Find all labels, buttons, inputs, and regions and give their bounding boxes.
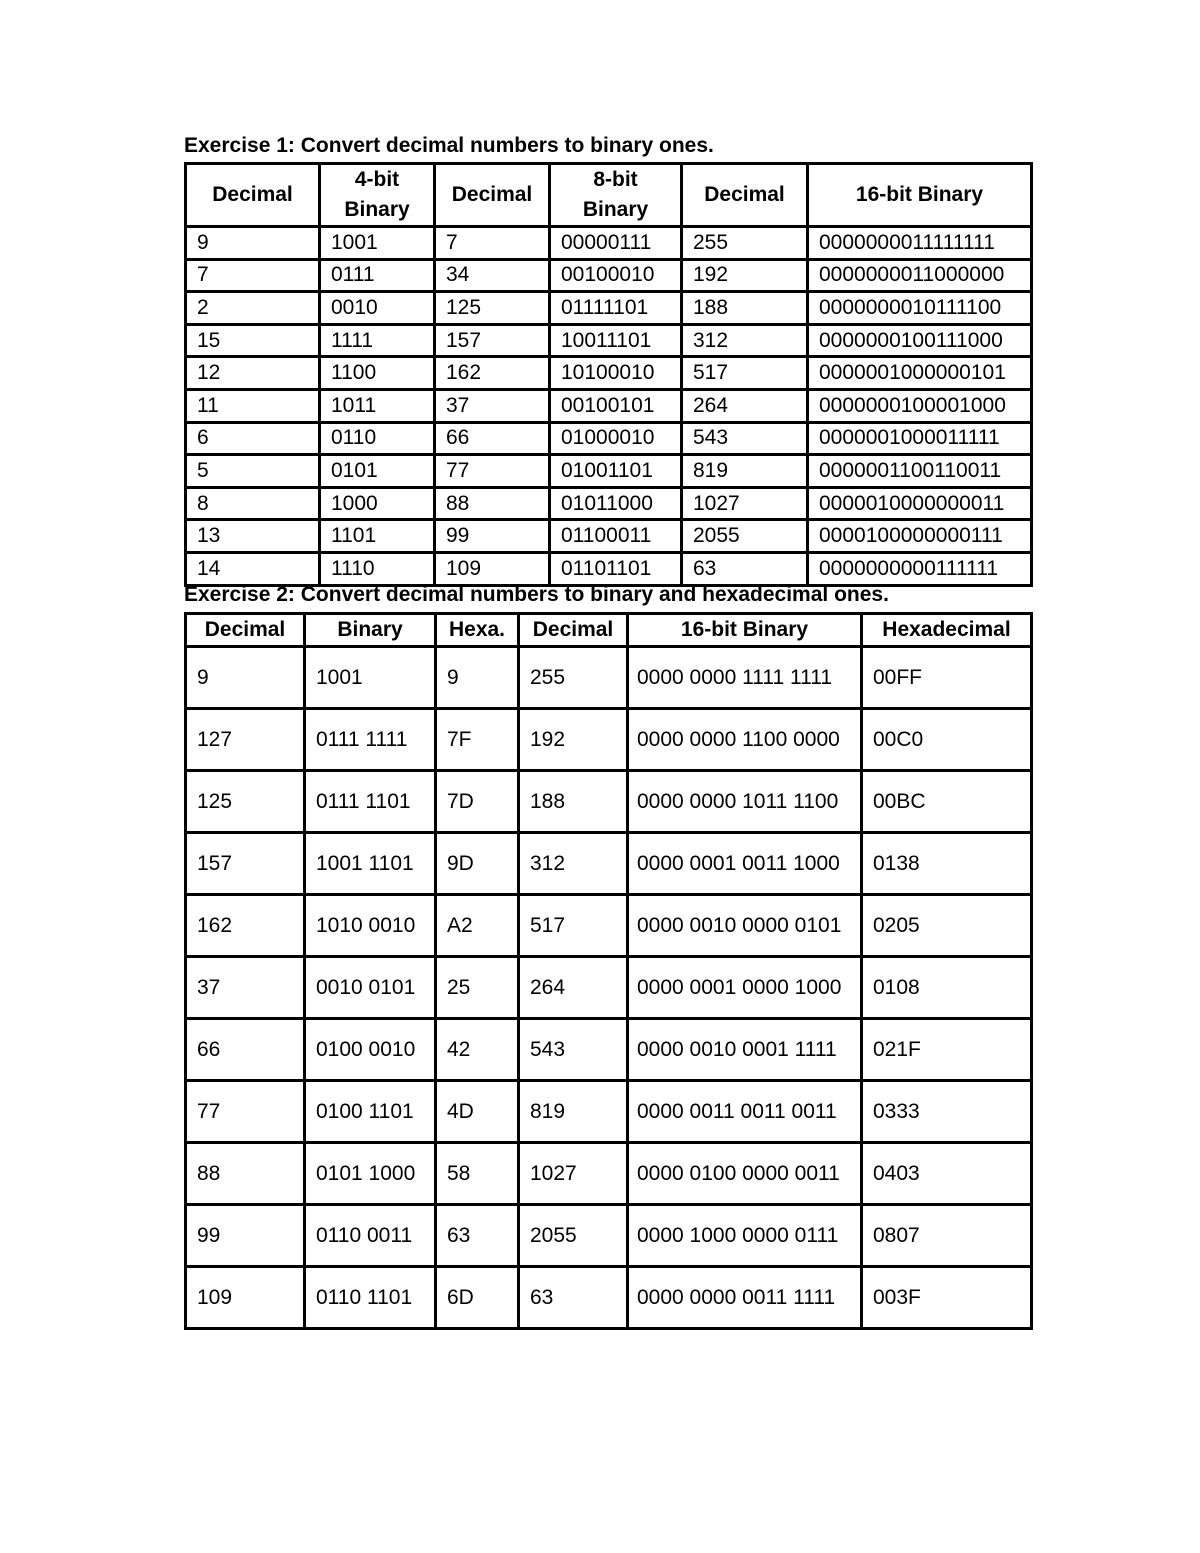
- table-row: [186, 389, 1032, 422]
- table-cell: 0100 0010: [305, 1019, 436, 1081]
- table-row: [186, 259, 1032, 292]
- table-cell: A2: [436, 895, 519, 957]
- table-cell: 0333: [862, 1081, 1032, 1143]
- table-cell: 517: [682, 357, 808, 390]
- table-cell: 0000 0001 0011 1000: [628, 833, 862, 895]
- header-decimal: Decimal: [186, 164, 320, 227]
- table-row: [186, 709, 1032, 771]
- table-cell: 77: [435, 455, 550, 488]
- exercise-2-table: [184, 612, 1033, 1330]
- table-cell: 157: [435, 324, 550, 357]
- table-cell: 0000 0011 0011 0011: [628, 1081, 862, 1143]
- header-decimal: Decimal: [682, 164, 808, 227]
- table-cell: 99: [435, 520, 550, 553]
- table-row: [186, 1081, 1032, 1143]
- table-cell: 9: [186, 227, 320, 260]
- table-row: [186, 1019, 1032, 1081]
- table-cell: 63: [436, 1205, 519, 1267]
- table-cell: 162: [186, 895, 305, 957]
- header-decimal: Decimal: [519, 614, 628, 647]
- table-cell: 125: [435, 292, 550, 325]
- table-cell: 0000 0000 1011 1100: [628, 771, 862, 833]
- table-cell: 003F: [862, 1267, 1032, 1329]
- table-cell: 00100101: [550, 389, 682, 422]
- table-cell: 1101: [320, 520, 435, 553]
- table-cell: 01000010: [550, 422, 682, 455]
- table-row: [186, 771, 1032, 833]
- table-cell: 543: [519, 1019, 628, 1081]
- table-cell: 00000111: [550, 227, 682, 260]
- table-cell: 00BC: [862, 771, 1032, 833]
- table-cell: 192: [682, 259, 808, 292]
- table-cell: 10011101: [550, 324, 682, 357]
- table-row: [186, 957, 1032, 1019]
- table-cell: 264: [519, 957, 628, 1019]
- table-row: [186, 324, 1032, 357]
- table-cell: 188: [682, 292, 808, 325]
- table-cell: 312: [519, 833, 628, 895]
- table-cell: 00FF: [862, 647, 1032, 709]
- table-cell: 0000000100111000: [808, 324, 1032, 357]
- table-cell: 127: [186, 709, 305, 771]
- header-16bit-binary: 16-bit Binary: [628, 614, 862, 647]
- header-4bit-binary: 4-bit Binary: [320, 164, 435, 227]
- table-row: [186, 647, 1032, 709]
- table-row: [186, 357, 1032, 390]
- table-cell: 0100 1101: [305, 1081, 436, 1143]
- table-cell: 109: [186, 1267, 305, 1329]
- header-hexadecimal: Hexadecimal: [862, 614, 1032, 647]
- table-cell: 00100010: [550, 259, 682, 292]
- table-header-row: [186, 614, 1032, 647]
- table-cell: 77: [186, 1081, 305, 1143]
- table-cell: 0138: [862, 833, 1032, 895]
- table-cell: 0807: [862, 1205, 1032, 1267]
- table-cell: 01001101: [550, 455, 682, 488]
- table-cell: 021F: [862, 1019, 1032, 1081]
- table-cell: 0111 1111: [305, 709, 436, 771]
- table-cell: 0000100000000111: [808, 520, 1032, 553]
- table-cell: 6D: [436, 1267, 519, 1329]
- table-cell: 125: [186, 771, 305, 833]
- table-cell: 0101 1000: [305, 1143, 436, 1205]
- header-binary: Binary: [305, 614, 436, 647]
- table-cell: 0108: [862, 957, 1032, 1019]
- table-cell: 1027: [682, 487, 808, 520]
- table-cell: 01101101: [550, 552, 682, 585]
- table-row: [186, 422, 1032, 455]
- table-cell: 162: [435, 357, 550, 390]
- table-cell: 1110: [320, 552, 435, 585]
- table-cell: 9D: [436, 833, 519, 895]
- table-row: [186, 1267, 1032, 1329]
- table-cell: 0000 0001 0000 1000: [628, 957, 862, 1019]
- table-cell: 819: [682, 455, 808, 488]
- table-cell: 4D: [436, 1081, 519, 1143]
- table-cell: 1111: [320, 324, 435, 357]
- table-cell: 0000000100001000: [808, 389, 1032, 422]
- table-cell: 255: [519, 647, 628, 709]
- table-cell: 517: [519, 895, 628, 957]
- table-cell: 255: [682, 227, 808, 260]
- table-row: [186, 552, 1032, 585]
- exercise-1-body: [186, 227, 1032, 586]
- table-cell: 0000010000000011: [808, 487, 1032, 520]
- table-row: [186, 1143, 1032, 1205]
- table-cell: 42: [436, 1019, 519, 1081]
- table-cell: 7F: [436, 709, 519, 771]
- table-cell: 0110 0011: [305, 1205, 436, 1267]
- table-cell: 1027: [519, 1143, 628, 1205]
- table-cell: 0000000011111111: [808, 227, 1032, 260]
- table-cell: 2055: [682, 520, 808, 553]
- table-row: [186, 1205, 1032, 1267]
- table-cell: 0000 0010 0000 0101: [628, 895, 862, 957]
- header-8bit-binary: 8-bit Binary: [550, 164, 682, 227]
- table-row: [186, 227, 1032, 260]
- table-cell: 0110: [320, 422, 435, 455]
- table-row: [186, 895, 1032, 957]
- table-cell: 0403: [862, 1143, 1032, 1205]
- table-cell: 88: [186, 1143, 305, 1205]
- table-cell: 0205: [862, 895, 1032, 957]
- table-cell: 0101: [320, 455, 435, 488]
- table-cell: 0000000011000000: [808, 259, 1032, 292]
- table-cell: 312: [682, 324, 808, 357]
- table-cell: 0000001000000101: [808, 357, 1032, 390]
- table-header-row: [186, 164, 1032, 227]
- table-cell: 1001 1101: [305, 833, 436, 895]
- table-cell: 0000 1000 0000 0111: [628, 1205, 862, 1267]
- table-cell: 0111 1101: [305, 771, 436, 833]
- table-cell: 1001: [305, 647, 436, 709]
- table-cell: 25: [436, 957, 519, 1019]
- table-cell: 10100010: [550, 357, 682, 390]
- table-row: [186, 833, 1032, 895]
- table-cell: 109: [435, 552, 550, 585]
- table-cell: 37: [186, 957, 305, 1019]
- table-cell: 0000000000111111: [808, 552, 1032, 585]
- table-cell: 7D: [436, 771, 519, 833]
- table-cell: 0111: [320, 259, 435, 292]
- table-row: [186, 455, 1032, 488]
- table-cell: 01111101: [550, 292, 682, 325]
- table-cell: 1000: [320, 487, 435, 520]
- table-cell: 66: [435, 422, 550, 455]
- table-cell: 0000 0100 0000 0011: [628, 1143, 862, 1205]
- table-cell: 0000001000011111: [808, 422, 1032, 455]
- table-cell: 58: [436, 1143, 519, 1205]
- table-row: [186, 487, 1032, 520]
- table-cell: 5: [186, 455, 320, 488]
- exercise-2-heading: Exercise 2: Convert decimal numbers to binary and hexadecimal ones.: [184, 583, 889, 606]
- table-cell: 0000001100110011: [808, 455, 1032, 488]
- table-cell: 01011000: [550, 487, 682, 520]
- table-cell: 34: [435, 259, 550, 292]
- table-cell: 11: [186, 389, 320, 422]
- table-cell: 9: [436, 647, 519, 709]
- table-cell: 0000 0010 0001 1111: [628, 1019, 862, 1081]
- table-cell: 13: [186, 520, 320, 553]
- table-cell: 9: [186, 647, 305, 709]
- table-cell: 15: [186, 324, 320, 357]
- header-decimal: Decimal: [186, 614, 305, 647]
- table-cell: 2: [186, 292, 320, 325]
- table-cell: 88: [435, 487, 550, 520]
- header-16bit-binary: 16-bit Binary: [808, 164, 1032, 227]
- table-cell: 1100: [320, 357, 435, 390]
- table-cell: 1001: [320, 227, 435, 260]
- table-cell: 1010 0010: [305, 895, 436, 957]
- exercise-2-body: [186, 647, 1032, 1329]
- exercise-1-table: [184, 162, 1033, 587]
- table-cell: 0000 0000 1100 0000: [628, 709, 862, 771]
- table-cell: 6: [186, 422, 320, 455]
- table-cell: 0000000010111100: [808, 292, 1032, 325]
- table-cell: 0110 1101: [305, 1267, 436, 1329]
- table-cell: 543: [682, 422, 808, 455]
- table-cell: 7: [186, 259, 320, 292]
- table-cell: 12: [186, 357, 320, 390]
- table-cell: 66: [186, 1019, 305, 1081]
- table-cell: 99: [186, 1205, 305, 1267]
- table-cell: 0000 0000 1111 1111: [628, 647, 862, 709]
- table-cell: 264: [682, 389, 808, 422]
- table-cell: 14: [186, 552, 320, 585]
- table-row: [186, 292, 1032, 325]
- table-cell: 63: [682, 552, 808, 585]
- table-cell: 63: [519, 1267, 628, 1329]
- header-hexa: Hexa.: [436, 614, 519, 647]
- table-cell: 01100011: [550, 520, 682, 553]
- table-cell: 157: [186, 833, 305, 895]
- header-decimal: Decimal: [435, 164, 550, 227]
- table-cell: 0010 0101: [305, 957, 436, 1019]
- table-cell: 1011: [320, 389, 435, 422]
- table-cell: 0000 0000 0011 1111: [628, 1267, 862, 1329]
- table-cell: 8: [186, 487, 320, 520]
- table-cell: 188: [519, 771, 628, 833]
- table-cell: 0010: [320, 292, 435, 325]
- exercise-1-heading: Exercise 1: Convert decimal numbers to binary ones.: [184, 134, 714, 157]
- table-cell: 819: [519, 1081, 628, 1143]
- table-row: [186, 520, 1032, 553]
- table-cell: 00C0: [862, 709, 1032, 771]
- table-cell: 7: [435, 227, 550, 260]
- table-cell: 192: [519, 709, 628, 771]
- table-cell: 2055: [519, 1205, 628, 1267]
- table-cell: 37: [435, 389, 550, 422]
